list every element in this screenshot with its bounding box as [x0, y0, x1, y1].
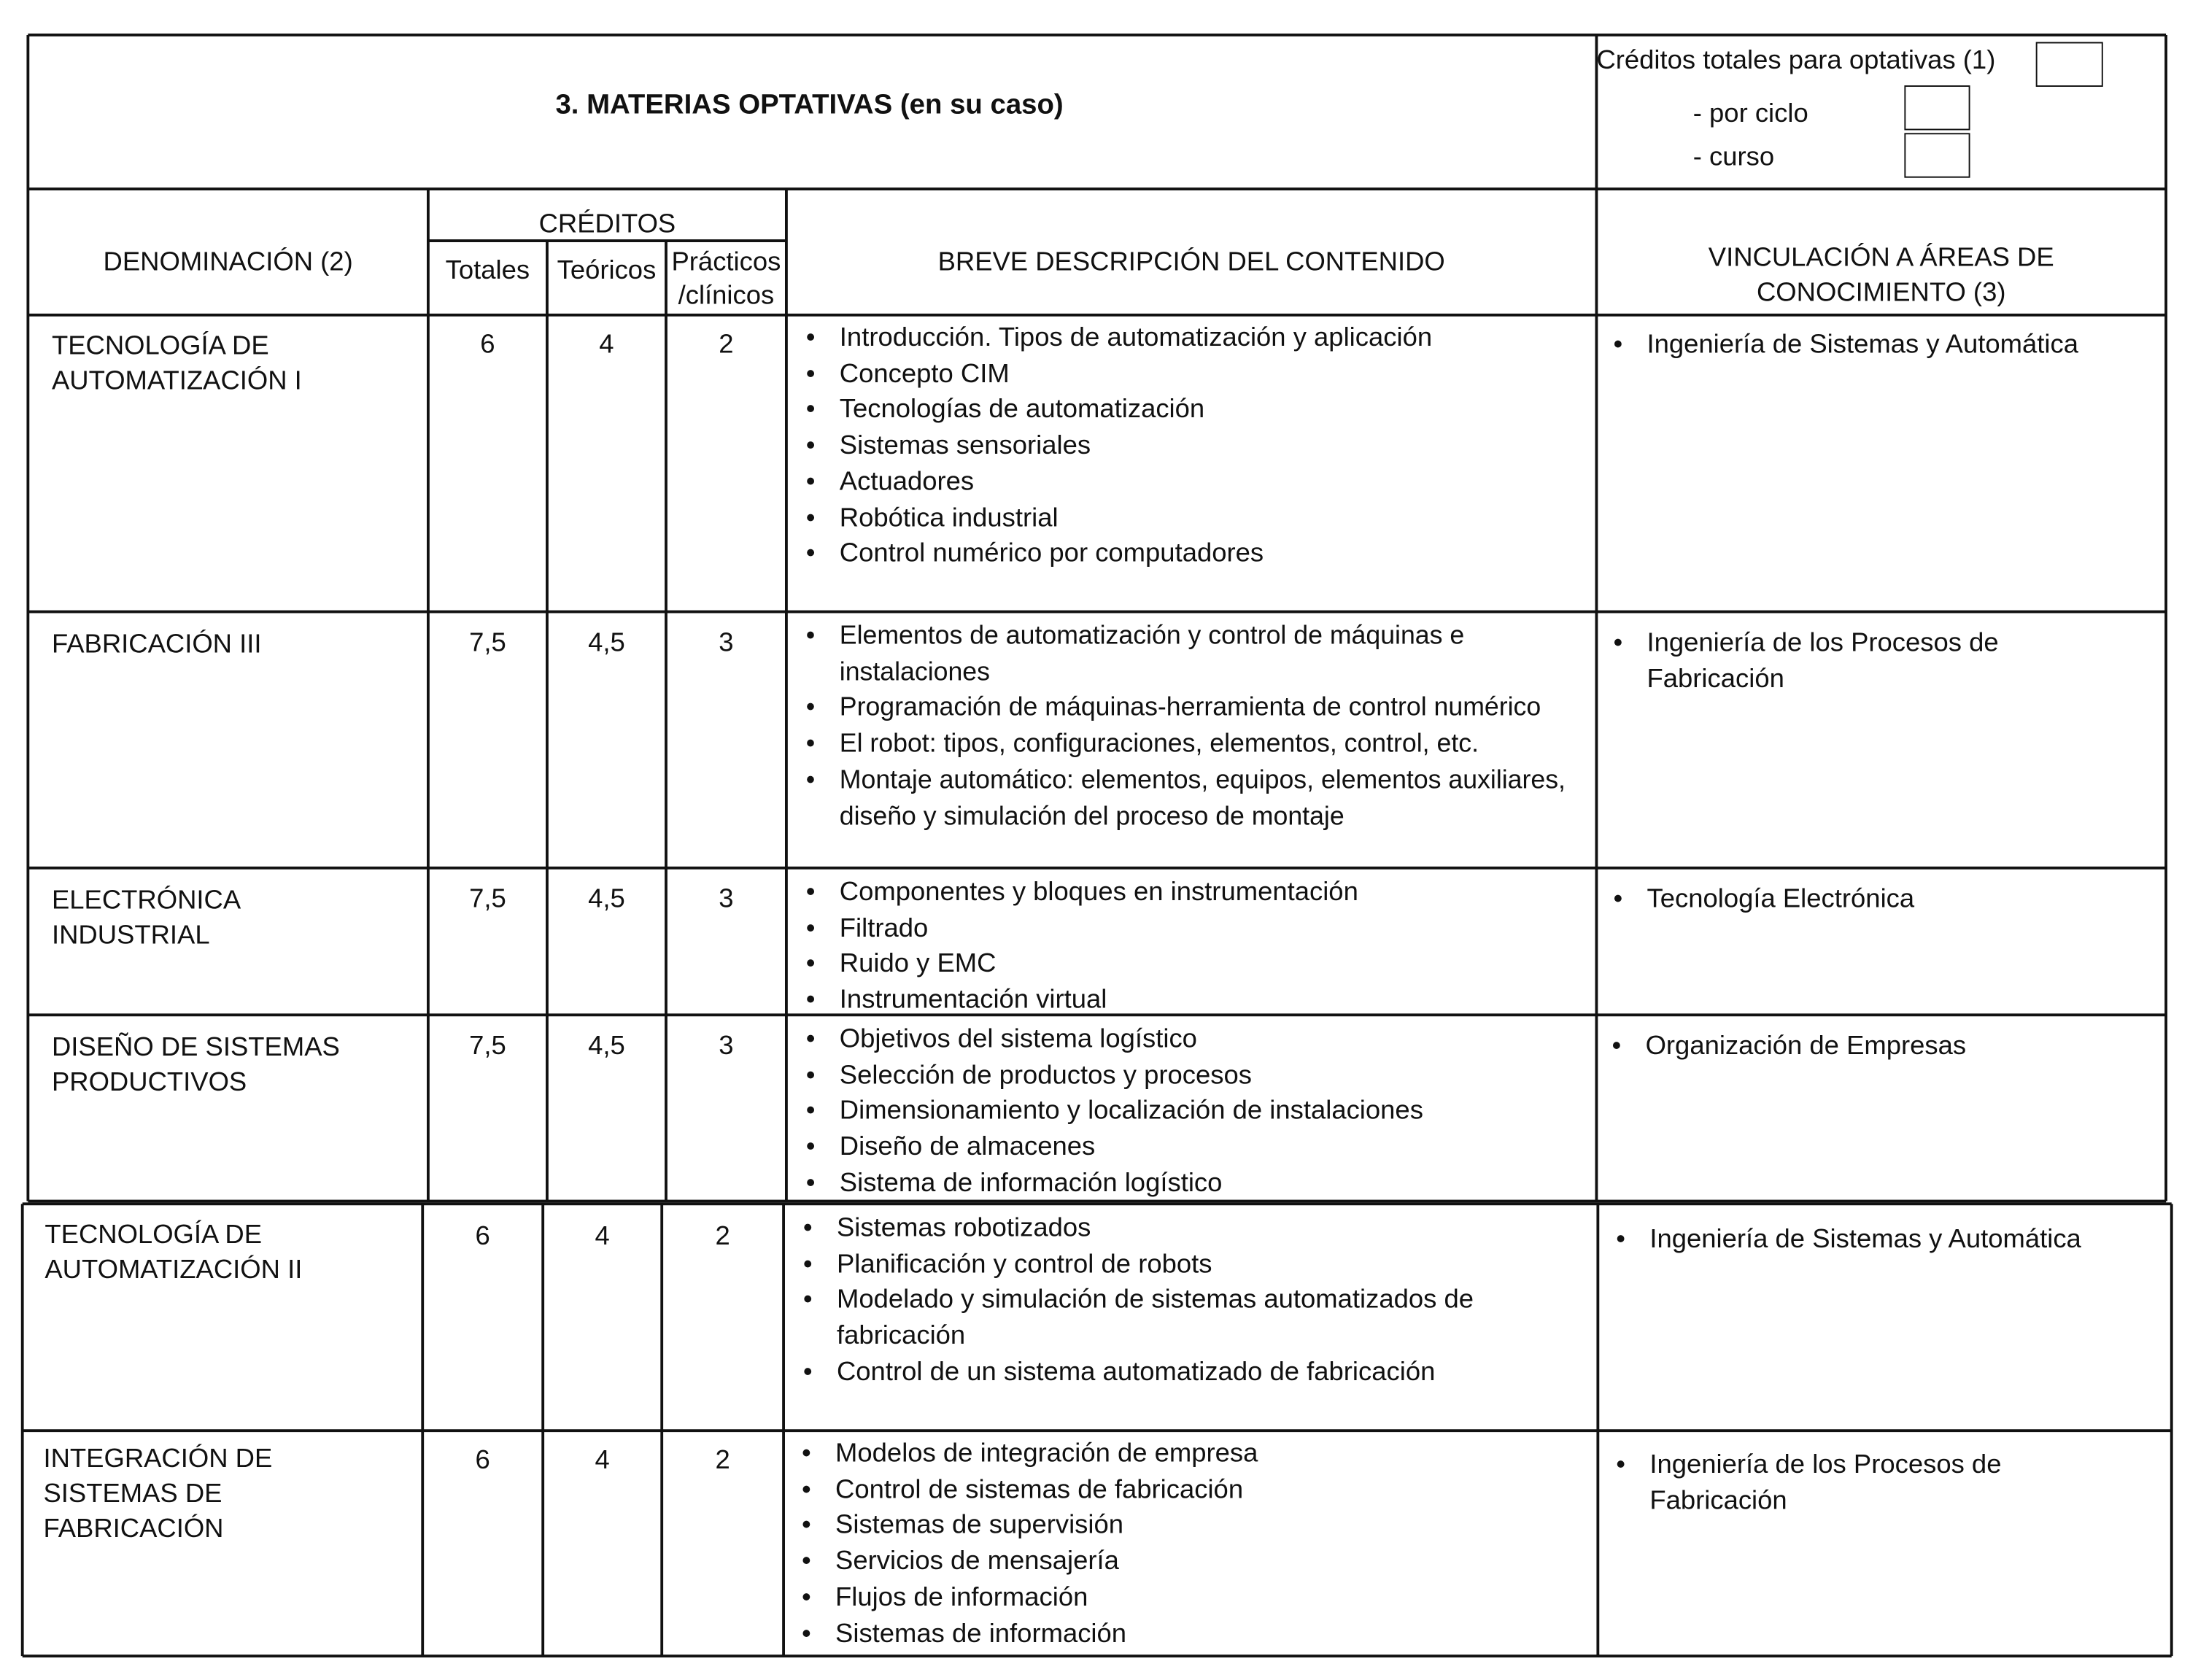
list-item: • Ingeniería de Sistemas y Automática — [1608, 1222, 2161, 1258]
row-4-totales: 7,5 — [469, 1031, 506, 1061]
row-1-totales: 6 — [480, 330, 495, 360]
credits-total-label: Créditos totales para optativas (1) — [1596, 46, 1996, 76]
row-4-areas — [1603, 1029, 2156, 1064]
list-item: • Instrumentación virtual — [797, 983, 1595, 1018]
course-label: - curso — [1692, 142, 1775, 173]
row-2-teoricos: 4,5 — [588, 628, 625, 658]
list-item: • Ingeniería de Sistemas y Automática — [1605, 328, 2158, 363]
list-item: • Servicios de mensajería — [794, 1544, 1591, 1580]
list-item: • Ruido y EMC — [797, 947, 1595, 983]
row-2-totales: 7,5 — [469, 628, 506, 658]
row-5-teoricos: 4 — [595, 1222, 610, 1252]
row-2-contents — [797, 617, 1595, 833]
row-3-name: ELECTRÓNICA INDUSTRIAL — [51, 886, 240, 951]
row-4-contents — [797, 1022, 1595, 1202]
list-item: • Sistema de información logístico — [797, 1166, 1595, 1201]
row-3-practicos: 3 — [719, 884, 734, 915]
section-title: 3. MATERIAS OPTATIVAS (en su caso) — [555, 89, 1064, 121]
per-cycle-box[interactable] — [1904, 85, 1970, 130]
row-5-practicos: 2 — [715, 1222, 730, 1252]
row-5-name: TECNOLOGÍA DE AUTOMATIZACIÓN II — [45, 1220, 303, 1285]
list-item: • Organización de Empresas — [1603, 1029, 2156, 1064]
row-3-teoricos: 4,5 — [588, 884, 625, 915]
row-6-name: INTEGRACIÓN DE SISTEMAS DE FABRICACIÓN — [43, 1444, 273, 1544]
row-3-totales: 7,5 — [469, 884, 506, 915]
row-1-name: TECNOLOGÍA DE AUTOMATIZACIÓN I — [51, 331, 302, 397]
list-item: • Sistemas robotizados — [794, 1211, 1557, 1247]
col-totales: Totales — [445, 256, 530, 286]
col-practicos-line2: /clínicos — [678, 281, 775, 311]
col-descripcion: BREVE DESCRIPCIÓN DEL CONTENIDO — [937, 247, 1445, 277]
list-item: • Sistemas de información — [794, 1617, 1591, 1652]
list-item: • Modelos de integración de empresa — [794, 1436, 1591, 1472]
row-4-practicos: 3 — [719, 1031, 734, 1061]
list-item: • Actuadores — [797, 465, 1595, 500]
list-item: • Modelado y simulación de sistemas automatizados de fabricación — [794, 1283, 1557, 1355]
list-item: • Elementos de automatización y control de máquinas e instalaciones — [797, 617, 1595, 689]
course-box[interactable] — [1904, 133, 1970, 177]
row-5-totales: 6 — [475, 1222, 490, 1252]
list-item: • Dimensionamiento y localización de instalaciones — [797, 1094, 1595, 1130]
row-6-practicos: 2 — [715, 1446, 730, 1476]
row-2-areas — [1605, 626, 2067, 698]
list-item: • Objetivos del sistema logístico — [797, 1022, 1595, 1058]
col-vinculacion-line2: CONOCIMIENTO (3) — [1756, 278, 2006, 309]
list-item: • Sistemas de supervisión — [794, 1509, 1591, 1544]
row-1-practicos: 2 — [719, 330, 734, 360]
list-item: • Tecnologías de automatización — [797, 392, 1595, 428]
list-item: • Robótica industrial — [797, 500, 1595, 536]
list-item: • Control de sistemas de fabricación — [794, 1472, 1591, 1508]
row-6-totales: 6 — [475, 1446, 490, 1476]
credits-total-box[interactable] — [2036, 42, 2103, 87]
list-item: • Planificación y control de robots — [794, 1247, 1557, 1282]
list-item: • Control de un sistema automatizado de fabricación — [794, 1355, 1557, 1390]
list-item: • Control numérico por computadores — [797, 536, 1595, 572]
list-item: • Filtrado — [797, 911, 1595, 947]
list-item: • Tecnología Electrónica — [1605, 882, 2158, 918]
list-item: • Concepto CIM — [797, 357, 1595, 392]
row-2-practicos: 3 — [719, 628, 734, 658]
list-item: • Diseño de almacenes — [797, 1130, 1595, 1166]
list-item: • Ingeniería de los Procesos de Fabricación — [1605, 626, 2067, 698]
row-2-name: FABRICACIÓN III — [51, 630, 262, 659]
col-denominacion: DENOMINACIÓN (2) — [103, 247, 353, 277]
row-5-contents — [794, 1211, 1557, 1391]
col-vinculacion-line1: VINCULACIÓN A ÁREAS DE — [1708, 243, 2054, 274]
row-1-areas — [1605, 328, 2158, 363]
list-item: • Ingeniería de los Procesos de Fabricación — [1608, 1447, 2070, 1520]
list-item: • Selección de productos y procesos — [797, 1058, 1595, 1093]
list-item: • Montaje automático: elementos, equipos, elementos auxiliares, diseño y simulación del proceso de montaje — [797, 762, 1595, 834]
row-5-areas — [1608, 1222, 2161, 1258]
row-6-areas — [1608, 1447, 2070, 1520]
col-practicos-line1: Prácticos — [671, 247, 781, 277]
row-6-teoricos: 4 — [595, 1446, 610, 1476]
list-item: • El robot: tipos, configuraciones, elementos, control, etc. — [797, 725, 1595, 761]
list-item: • Componentes y bloques en instrumentación — [797, 875, 1595, 910]
col-teoricos: Teóricos — [557, 256, 657, 286]
row-1-contents — [797, 320, 1595, 572]
list-item: • Introducción. Tipos de automatización y aplicación — [797, 320, 1595, 356]
list-item: • Flujos de información — [794, 1580, 1591, 1616]
row-1-teoricos: 4 — [599, 330, 614, 360]
row-6-contents — [794, 1436, 1591, 1652]
col-creditos: CRÉDITOS — [538, 209, 676, 240]
row-4-name: DISEÑO DE SISTEMAS PRODUCTIVOS — [51, 1033, 340, 1098]
list-item: • Programación de máquinas-herramienta de control numérico — [797, 689, 1595, 725]
per-cycle-label: - por ciclo — [1692, 99, 1808, 129]
row-3-areas — [1605, 882, 2158, 918]
row-4-teoricos: 4,5 — [588, 1031, 625, 1061]
list-item: • Sistemas sensoriales — [797, 428, 1595, 464]
row-3-contents — [797, 875, 1595, 1018]
